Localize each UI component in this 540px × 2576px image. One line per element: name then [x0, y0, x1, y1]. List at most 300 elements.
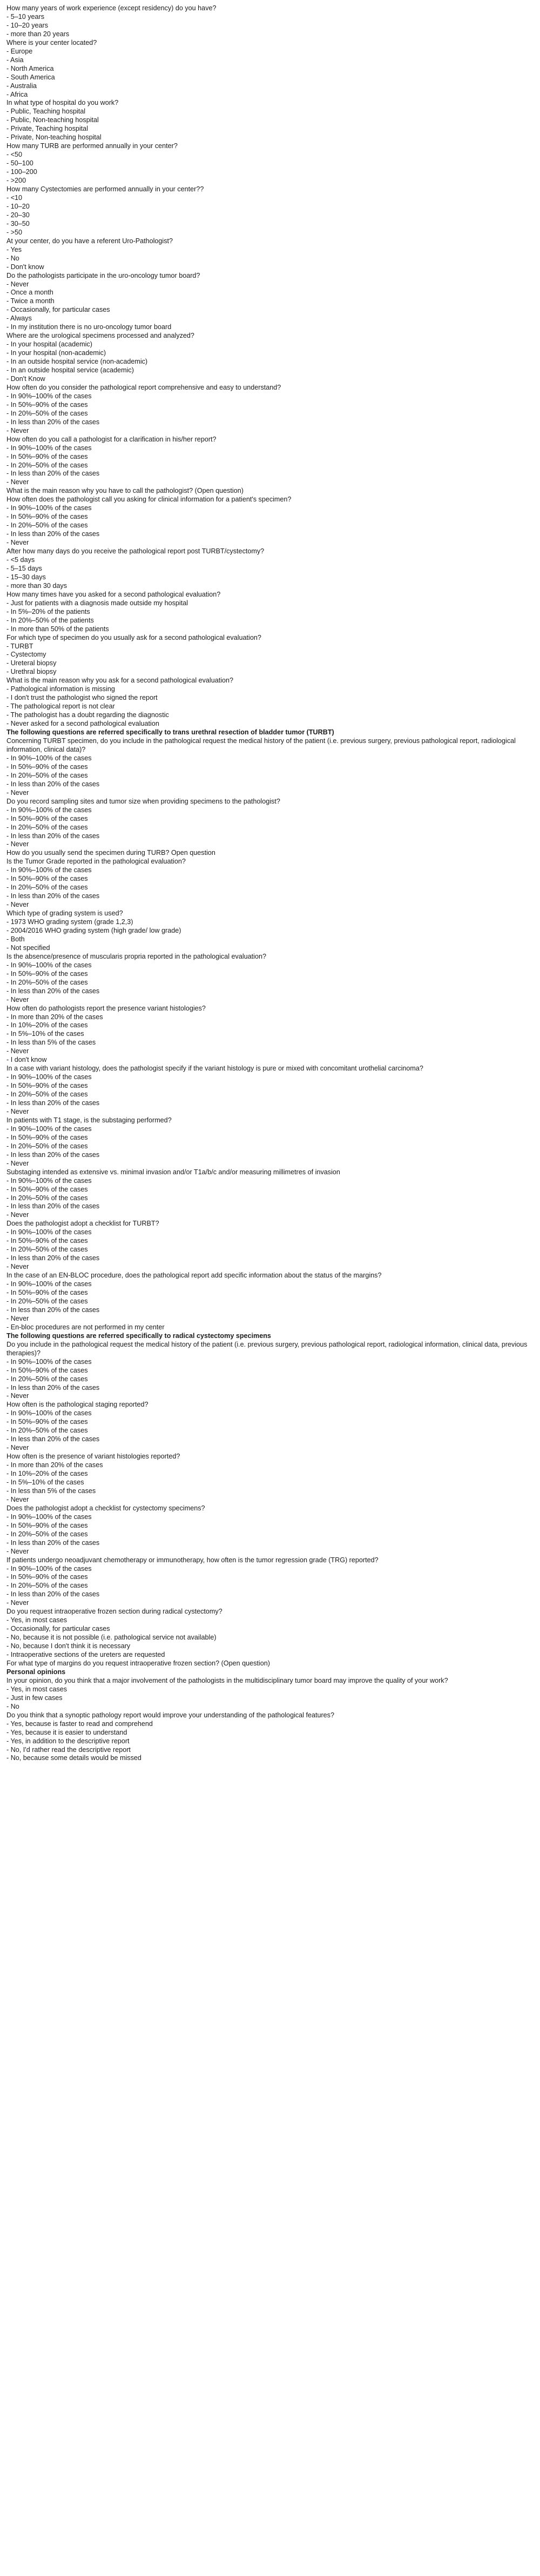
option-text: In 20%–50% of the cases [10, 1142, 88, 1150]
option-dash: - [6, 1228, 11, 1236]
option-dash: - [6, 1090, 11, 1099]
answer-option [6, 1590, 534, 1599]
option-text: In 90%–100% of the cases [10, 1228, 92, 1236]
option-text: TURBT [10, 642, 33, 650]
option-text: In 90%–100% of the cases [10, 1073, 92, 1081]
answer-option [6, 892, 534, 901]
option-dash: - [6, 452, 11, 460]
answer-option [6, 1289, 534, 1297]
option-text: In 90%–100% of the cases [10, 866, 92, 874]
option-text: Never [10, 1108, 29, 1115]
answer-option [6, 599, 534, 608]
option-dash: - [6, 1314, 11, 1322]
answer-option [6, 65, 534, 73]
option-text: Never [10, 1047, 29, 1055]
answer-option [6, 1754, 534, 1763]
option-text: Not specified [10, 944, 50, 952]
option-text: Don't know [10, 263, 44, 271]
option-text: Never [10, 840, 29, 848]
option-dash: - [6, 478, 11, 486]
option-text: Europe [10, 47, 33, 55]
question-text: How many Cystectomies are performed annually in your center?? [6, 185, 204, 193]
option-text: >200 [10, 177, 26, 185]
option-text: 20–30 [10, 211, 30, 219]
option-dash: - [6, 521, 11, 530]
option-text: In 20%–50% of the cases [10, 823, 88, 831]
option-dash: - [6, 56, 10, 64]
answer-option [6, 1720, 534, 1729]
question-text: How often do you call a pathologist for a clarification in his/her report? [6, 435, 217, 443]
option-text: In more than 20% of the cases [10, 1461, 103, 1469]
question-text: Where are the urological specimens processed and analyzed? [6, 332, 194, 340]
answer-option [6, 1427, 534, 1435]
option-text: In 5%–10% of the cases [10, 1478, 84, 1486]
answer-option [6, 1186, 534, 1194]
answer-option [6, 832, 534, 841]
answer-option [6, 806, 534, 815]
answer-option [6, 1202, 534, 1211]
option-text: 30–50 [10, 219, 30, 228]
answer-option [6, 875, 534, 884]
question-text: In your opinion, do you think that a major involvement of the pathologists in the multidisciplinary tumor board may improve the quality of your work? [6, 1676, 448, 1684]
answer-option [6, 1573, 534, 1582]
question-text: How often do pathologists report the presence variant histologies? [6, 1004, 206, 1012]
option-dash: - [6, 771, 11, 779]
option-dash: - [6, 1099, 11, 1107]
answer-option [6, 401, 534, 410]
option-text: Ureteral biopsy [10, 659, 57, 667]
option-text: 1973 WHO grading system (grade 1,2,3) [10, 918, 133, 926]
option-dash: - [6, 504, 11, 512]
option-text: In 90%–100% of the cases [10, 392, 92, 400]
option-text: Private, Teaching hospital [10, 125, 88, 133]
answer-option [6, 116, 534, 125]
option-dash: - [6, 581, 11, 590]
answer-option [6, 1548, 534, 1556]
option-text: In less than 20% of the cases [10, 892, 100, 900]
answer-option [6, 1125, 534, 1134]
option-text: Never [10, 1392, 29, 1400]
option-dash: - [6, 12, 11, 21]
option-dash: - [6, 228, 11, 236]
option-dash: - [6, 193, 11, 202]
option-dash: - [6, 926, 11, 934]
answer-option [6, 1056, 534, 1065]
answer-option [6, 530, 534, 539]
option-dash: - [6, 374, 11, 383]
answer-option [6, 1642, 534, 1651]
option-text: 5–10 years [10, 12, 45, 21]
option-text: In less than 20% of the cases [10, 1202, 100, 1210]
option-dash: - [6, 1642, 11, 1650]
option-text: In less than 20% of the cases [10, 1306, 100, 1314]
answer-option [6, 375, 534, 384]
option-dash: - [6, 444, 11, 452]
option-dash: - [6, 263, 11, 271]
answer-option [6, 556, 534, 565]
question-text: How many years of work experience (except residency) do you have? [6, 4, 217, 12]
option-dash: - [6, 177, 11, 185]
answer-option [6, 1634, 534, 1642]
option-dash: - [6, 901, 11, 909]
option-text: Never [10, 539, 29, 547]
option-text: Urethral biopsy [10, 668, 57, 676]
option-text: 5–15 days [10, 564, 42, 572]
option-dash: - [6, 358, 11, 366]
option-dash: - [6, 599, 11, 607]
option-dash: - [6, 426, 11, 434]
question-text: Do the pathologists participate in the uro-oncology tumor board? [6, 271, 200, 279]
answer-option [6, 979, 534, 987]
option-dash: - [6, 1685, 11, 1693]
answer-option [6, 1616, 534, 1625]
option-text: In 10%–20% of the cases [10, 1470, 88, 1478]
option-dash: - [6, 607, 11, 615]
answer-option [6, 1194, 534, 1203]
answer-option [6, 1142, 534, 1151]
answer-option [6, 1073, 534, 1082]
answer-option [6, 772, 534, 780]
option-text: Once a month [10, 289, 53, 297]
option-dash: - [6, 409, 11, 417]
option-dash: - [6, 366, 11, 374]
answer-option [6, 1729, 534, 1737]
option-text: In 20%–50% of the cases [10, 1375, 88, 1383]
option-dash: - [6, 1444, 11, 1452]
answer-option [6, 297, 534, 306]
answer-option [6, 1694, 534, 1703]
answer-option [6, 246, 534, 255]
section-heading: Personal opinions [6, 1668, 66, 1676]
option-dash: - [6, 1254, 11, 1262]
question-text: What is the main reason why you ask for a second pathological evaluation? [6, 677, 234, 685]
option-dash: - [6, 245, 11, 253]
option-dash: - [6, 21, 11, 29]
option-text: In less than 20% of the cases [10, 1150, 100, 1159]
option-dash: - [6, 1634, 11, 1642]
option-text: Private, Non-teaching hospital [10, 133, 102, 142]
option-text: I don't trust the pathologist who signed the report [10, 694, 158, 702]
answer-option [6, 1461, 534, 1470]
answer-option [6, 1108, 534, 1116]
option-dash: - [6, 1133, 11, 1141]
option-text: In my institution there is no uro-oncology tumor board [10, 323, 172, 331]
answer-option [6, 461, 534, 470]
answer-option [6, 659, 534, 668]
question-text: Is the Tumor Grade reported in the pathological evaluation? [6, 858, 186, 866]
answer-option [6, 1651, 534, 1660]
answer-option [6, 1392, 534, 1401]
option-text: Never [10, 280, 29, 288]
option-text: In 50%–90% of the cases [10, 875, 88, 883]
question-text: How many times have you asked for a second pathological evaluation? [6, 590, 221, 598]
answer-option [6, 125, 534, 133]
option-dash: - [6, 711, 11, 719]
option-text: Never [10, 1314, 29, 1322]
option-text: North America [10, 64, 54, 72]
question-text: How often is the presence of variant histologies reported? [6, 1453, 180, 1461]
option-text: 2004/2016 WHO grading system (high grade/ low grade) [10, 926, 181, 934]
answer-option [6, 418, 534, 427]
answer-option [6, 1487, 534, 1496]
option-text: Asia [10, 56, 24, 64]
option-dash: - [6, 1021, 11, 1029]
option-dash: - [6, 1651, 11, 1659]
option-text: In 50%–90% of the cases [10, 400, 88, 409]
answer-option [6, 918, 534, 927]
option-dash: - [6, 1470, 11, 1478]
option-dash: - [6, 780, 11, 788]
question-text: How often does the pathologist call you asking for clinical information for a patient's specimen? [6, 496, 292, 504]
answer-option [6, 651, 534, 659]
answer-option [6, 1306, 534, 1315]
option-text: In 90%–100% of the cases [10, 1564, 92, 1573]
answer-option [6, 1039, 534, 1047]
question-text: Do you include in the pathological request the medical history of the patient (i.e. previous surgery, previous pathological report, radiological information, clinical data, previous therapies)? [6, 1340, 528, 1357]
option-dash: - [6, 918, 11, 926]
option-text: No, I'd rather read the descriptive report [10, 1745, 131, 1754]
answer-option [6, 410, 534, 418]
option-dash: - [6, 470, 11, 478]
option-dash: - [6, 978, 11, 986]
answer-option [6, 1013, 534, 1022]
answer-option [6, 720, 534, 728]
answer-option [6, 1685, 534, 1694]
option-dash: - [6, 340, 11, 349]
answer-option [6, 1539, 534, 1548]
option-text: In 20%–50% of the cases [10, 1427, 88, 1435]
option-text: In 90%–100% of the cases [10, 444, 92, 452]
answer-option [6, 358, 534, 366]
answer-option [6, 1384, 534, 1393]
option-text: In 20%–50% of the cases [10, 1530, 88, 1538]
answer-option [6, 1160, 534, 1168]
answer-option [6, 56, 534, 65]
option-text: In 90%–100% of the cases [10, 1513, 92, 1521]
option-dash: - [6, 556, 11, 564]
option-text: In 20%–50% of the cases [10, 1297, 88, 1305]
option-text: Yes, in most cases [10, 1616, 67, 1624]
answer-option [6, 13, 534, 22]
answer-option [6, 944, 534, 953]
answer-option [6, 1211, 534, 1220]
question-text: Do you think that a synoptic pathology report would improve your understanding of the pathological features? [6, 1711, 334, 1719]
answer-option [6, 1565, 534, 1574]
answer-option [6, 340, 534, 349]
option-dash: - [6, 564, 11, 572]
option-dash: - [6, 315, 10, 323]
option-text: In less than 20% of the cases [10, 832, 100, 840]
answer-option [6, 685, 534, 694]
answer-option [6, 392, 534, 401]
option-text: In 50%–90% of the cases [10, 762, 88, 771]
option-text: Yes, in addition to the descriptive report [10, 1737, 130, 1745]
option-text: In 90%–100% of the cases [10, 504, 92, 512]
answer-option [6, 30, 534, 39]
answer-option [6, 1367, 534, 1375]
option-text: No, because it is not possible (i.e. pathological service not available) [10, 1634, 217, 1642]
option-dash: - [6, 1237, 11, 1245]
option-dash: - [6, 720, 11, 728]
option-dash: - [6, 1159, 11, 1167]
option-text: Yes, because it is easier to understand [10, 1728, 127, 1736]
option-text: In 20%–50% of the cases [10, 1582, 88, 1590]
answer-option [6, 427, 534, 436]
answer-option [6, 815, 534, 824]
option-text: The pathological report is not clear [10, 702, 115, 711]
option-dash: - [6, 1616, 11, 1624]
option-text: Just in few cases [10, 1694, 63, 1702]
option-dash: - [6, 1108, 11, 1115]
answer-option [6, 315, 534, 323]
question-text: In what type of hospital do you work? [6, 99, 119, 107]
answer-option [6, 151, 534, 159]
option-text: Never [10, 1211, 29, 1219]
answer-option [6, 444, 534, 453]
answer-option [6, 1082, 534, 1090]
option-text: Don't Know [10, 374, 45, 383]
option-dash: - [6, 1409, 11, 1417]
option-text: 10–20 [10, 202, 30, 210]
option-text: Twice a month [10, 297, 55, 305]
question-text: What is the main reason why you have to call the pathologist? (Open question) [6, 487, 244, 495]
option-text: In 90%–100% of the cases [10, 1357, 92, 1366]
answer-option [6, 513, 534, 521]
answer-option [6, 289, 534, 297]
answer-option [6, 840, 534, 849]
answer-option [6, 1599, 534, 1608]
option-text: In 50%–90% of the cases [10, 513, 88, 521]
option-dash: - [6, 1564, 11, 1573]
option-text: Australia [10, 82, 37, 90]
option-text: In less than 5% of the cases [10, 1487, 96, 1495]
option-dash: - [6, 539, 11, 547]
option-text: Africa [10, 90, 28, 98]
answer-option [6, 159, 534, 168]
answer-option [6, 789, 534, 798]
answer-option [6, 866, 534, 875]
option-text: In 90%–100% of the cases [10, 1125, 92, 1133]
option-text: In 50%–90% of the cases [10, 1185, 88, 1193]
answer-option [6, 1703, 534, 1711]
option-text: In 90%–100% of the cases [10, 1280, 92, 1288]
option-dash: - [6, 1418, 11, 1426]
option-dash: - [6, 651, 11, 659]
answer-option [6, 203, 534, 211]
option-text: In 20%–50% of the cases [10, 978, 88, 986]
answer-option [6, 1297, 534, 1306]
option-text: In 20%–50% of the cases [10, 521, 88, 530]
option-dash: - [6, 159, 11, 168]
question-text: Which type of grading system is used? [6, 909, 123, 918]
option-dash: - [6, 289, 11, 297]
answer-option [6, 168, 534, 177]
option-dash: - [6, 1366, 11, 1374]
option-dash: - [6, 814, 11, 822]
option-dash: - [6, 47, 11, 55]
question-text: Concerning TURBT specimen, do you include in the pathological request the medical history of the patient (i.e. previous surgery, previous pathological report, radiological information, clinical data)? [6, 737, 516, 753]
option-dash: - [6, 1521, 11, 1529]
answer-option [6, 668, 534, 677]
option-dash: - [6, 935, 11, 943]
answer-option [6, 22, 534, 30]
option-text: In 50%–90% of the cases [10, 814, 88, 822]
answer-option [6, 1513, 534, 1522]
option-text: In your hospital (non-academic) [10, 349, 106, 357]
option-dash: - [6, 1573, 11, 1581]
option-text: >50 [10, 228, 23, 236]
option-dash: - [6, 323, 11, 331]
option-text: In 50%–90% of the cases [10, 1366, 88, 1374]
answer-option [6, 48, 534, 56]
option-dash: - [6, 1530, 11, 1538]
option-dash: - [6, 616, 11, 624]
option-text: In less than 20% of the cases [10, 1099, 100, 1107]
option-text: The pathologist has a doubt regarding the diagnostic [10, 711, 169, 719]
option-dash: - [6, 133, 11, 142]
answer-option [6, 1254, 534, 1263]
answer-option [6, 1444, 534, 1453]
option-text: 15–30 days [10, 573, 46, 581]
option-text: Both [10, 935, 25, 943]
question-text: At your center, do you have a referent Uro-Pathologist? [6, 237, 173, 245]
option-text: Never [10, 901, 29, 909]
option-dash: - [6, 1297, 11, 1305]
option-text: Never asked for a second pathological evaluation [10, 720, 159, 728]
option-dash: - [6, 642, 11, 650]
option-dash: - [6, 1547, 11, 1555]
option-dash: - [6, 1142, 11, 1150]
option-text: <5 days [10, 556, 35, 564]
answer-option [6, 573, 534, 582]
option-dash: - [6, 1263, 11, 1271]
answer-option [6, 194, 534, 203]
question-text: In patients with T1 stage, is the substaging performed? [6, 1116, 172, 1124]
option-text: Never [10, 1444, 29, 1452]
option-text: Yes [10, 245, 22, 253]
option-dash: - [6, 944, 11, 952]
question-text: How often do you consider the pathological report comprehensive and easy to understand? [6, 383, 281, 391]
option-text: 100–200 [10, 168, 37, 176]
option-text: In 50%–90% of the cases [10, 1418, 88, 1426]
answer-option [6, 229, 534, 237]
option-text: No, because I don't think it is necessary [10, 1642, 131, 1650]
answer-option [6, 1090, 534, 1099]
question-text: In the case of an EN-BLOC procedure, does the pathological report add specific information about the status of the margins? [6, 1272, 382, 1280]
answer-option [6, 970, 534, 979]
answer-option [6, 211, 534, 220]
option-dash: - [6, 1176, 11, 1185]
answer-option [6, 1470, 534, 1478]
option-text: Never [10, 426, 29, 434]
option-text: Just for patients with a diagnosis made outside my hospital [10, 599, 188, 607]
option-text: In your hospital (academic) [10, 340, 92, 349]
option-dash: - [6, 1435, 11, 1443]
answer-option [6, 608, 534, 617]
option-dash: - [6, 625, 11, 633]
question-text: In a case with variant histology, does the pathologist specify if the variant histology is pure or mixed with concomitant urothelial carcinoma? [6, 1065, 423, 1073]
option-text: In less than 20% of the cases [10, 987, 100, 995]
option-dash: - [6, 1728, 11, 1736]
answer-option [6, 1030, 534, 1039]
answer-option [6, 1323, 534, 1332]
answer-option [6, 617, 534, 625]
option-dash: - [6, 840, 11, 848]
option-dash: - [6, 1246, 11, 1254]
answer-option [6, 643, 534, 651]
option-dash: - [6, 1073, 11, 1081]
option-dash: - [6, 1745, 11, 1754]
